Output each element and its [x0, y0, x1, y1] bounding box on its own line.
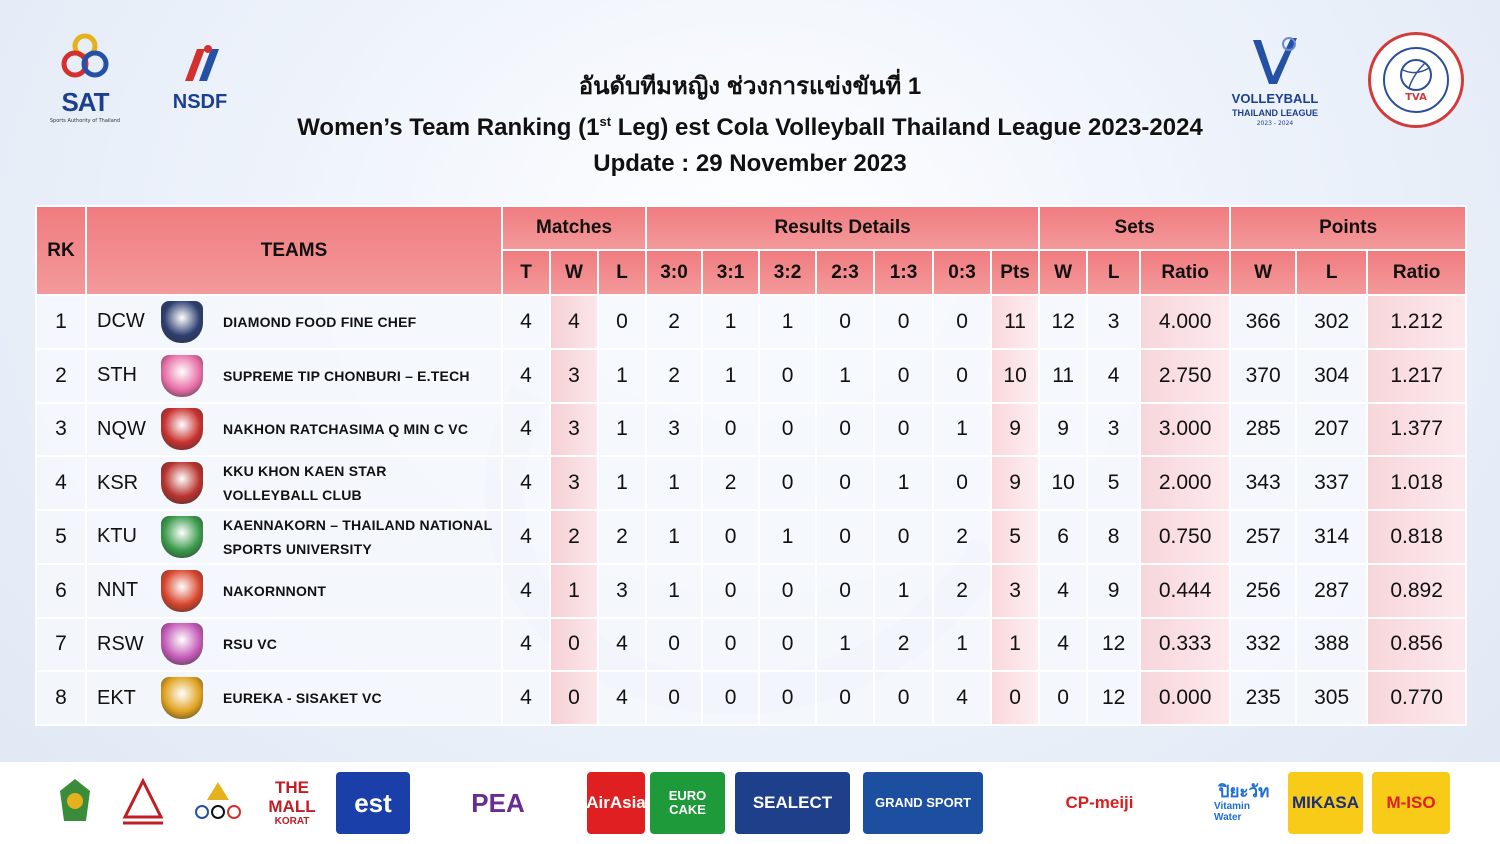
cell-w: 1 [550, 564, 598, 618]
cell-w: 0 [550, 671, 598, 725]
team-wrap [87, 511, 501, 563]
table-row [36, 618, 1466, 672]
emblem-icon [55, 772, 95, 834]
team-name-line1: RSU VC [223, 636, 278, 653]
nsdf-logo-text: NSDF [172, 91, 228, 113]
sponsor-label: M-ISO [1386, 792, 1436, 812]
team-abbr: NNT [97, 579, 139, 602]
cell-r13: 1 [874, 456, 933, 510]
sponsor-logo [336, 772, 410, 834]
cell-points-l: 304 [1296, 349, 1367, 403]
subheader-points-w: W [1230, 250, 1296, 295]
cell-l: 4 [598, 618, 646, 672]
team-name-line1: NAKORNNONT [223, 582, 327, 599]
team-name [223, 579, 326, 603]
title-english-prefix: Women’s Team Ranking (1 [297, 114, 600, 141]
subheader-3-0: 3:0 [646, 250, 702, 295]
cell-r30: 0 [646, 671, 702, 725]
team-cell [86, 295, 502, 349]
cell-r32: 0 [759, 618, 816, 672]
team-cell [86, 456, 502, 510]
cell-r23: 0 [816, 671, 874, 725]
cell-r31: 0 [702, 671, 759, 725]
sponsor-logo [1214, 772, 1274, 834]
cell-r31: 1 [702, 295, 759, 349]
sponsor-label-2: Vitamin Water [1214, 801, 1250, 824]
sponsor-logo [587, 772, 645, 834]
cell-sets-ratio: 0.000 [1140, 671, 1230, 725]
sat-logo-text: SAT [61, 86, 109, 117]
cell-r03: 0 [933, 349, 991, 403]
sponsor-bar [0, 762, 1500, 844]
cell-sets-w: 4 [1039, 618, 1087, 672]
cell-pts: 10 [991, 349, 1039, 403]
cell-r31: 1 [702, 349, 759, 403]
cell-sets-l: 8 [1087, 510, 1140, 564]
cell-sets-l: 5 [1087, 456, 1140, 510]
team-name-line2: SPORTS UNIVERSITY [223, 540, 372, 557]
cell-r13: 0 [874, 510, 933, 564]
team-abbr: RSW [97, 632, 144, 655]
team-name-line1: DIAMOND FOOD FINE CHEF [223, 313, 417, 330]
cell-r30: 2 [646, 295, 702, 349]
team-name [223, 632, 277, 656]
cell-points-w: 235 [1230, 671, 1296, 725]
rank-cell: 7 [36, 618, 86, 672]
crest-shield [161, 677, 203, 719]
team-crest-icon [157, 676, 207, 720]
crest-shield [161, 462, 203, 504]
cell-r23: 0 [816, 403, 874, 457]
cell-points-ratio: 1.212 [1367, 295, 1466, 349]
subheader-t: T [502, 250, 550, 295]
team-abbr: EKT [97, 686, 136, 709]
team-name [223, 686, 382, 710]
cell-points-l: 302 [1296, 295, 1367, 349]
crest-shield [161, 623, 203, 665]
cell-t: 4 [502, 295, 550, 349]
cell-pts: 11 [991, 295, 1039, 349]
vtl-logo-line2: THAILAND LEAGUE [1232, 107, 1318, 118]
cell-t: 4 [502, 456, 550, 510]
cell-w: 2 [550, 510, 598, 564]
sponsor-label: EURO CAKE [668, 787, 707, 817]
cell-w: 3 [550, 456, 598, 510]
sponsor-logo [1288, 772, 1363, 834]
cell-w: 3 [550, 349, 598, 403]
sponsor-label: PEA [471, 787, 525, 818]
table-row [36, 456, 1466, 510]
cell-r30: 1 [646, 564, 702, 618]
rank-cell: 2 [36, 349, 86, 403]
cell-r03: 2 [933, 564, 991, 618]
rank-cell: 5 [36, 510, 86, 564]
cell-points-ratio: 1.018 [1367, 456, 1466, 510]
team-name-line1: EUREKA - SISAKET VC [223, 690, 382, 707]
volleyball-thailand-league-logo [1210, 30, 1340, 130]
cell-points-l: 305 [1296, 671, 1367, 725]
cell-r03: 0 [933, 456, 991, 510]
cell-l: 3 [598, 564, 646, 618]
team-wrap [87, 565, 501, 617]
header-rk: RK [36, 206, 86, 295]
title-english-suffix: Leg) est Cola Volleyball Thailand League 2023-2024 [611, 114, 1203, 141]
cell-points-ratio: 0.892 [1367, 564, 1466, 618]
cell-r03: 4 [933, 671, 991, 725]
header-matches: Matches [502, 206, 646, 250]
subheader-3-2: 3:2 [759, 250, 816, 295]
cell-sets-w: 11 [1039, 349, 1087, 403]
cell-r32: 0 [759, 671, 816, 725]
team-name-line1: KAENNAKORN – THAILAND NATIONAL [223, 516, 493, 533]
rank-cell: 6 [36, 564, 86, 618]
cell-points-ratio: 0.770 [1367, 671, 1466, 725]
cell-points-w: 343 [1230, 456, 1296, 510]
sponsor-label: GRAND SPORT [874, 794, 972, 810]
tva-logo [1368, 32, 1464, 128]
cell-r30: 3 [646, 403, 702, 457]
nsdf-logo [160, 30, 240, 125]
sponsor-label-2: KORAT [274, 816, 310, 828]
crest-shield [161, 355, 203, 397]
cell-r13: 0 [874, 349, 933, 403]
header-sets: Sets [1039, 206, 1230, 250]
update-date: Update : 29 November 2023 [593, 150, 907, 177]
team-abbr: KTU [97, 525, 137, 548]
header-points: Points [1230, 206, 1466, 250]
cell-r32: 0 [759, 456, 816, 510]
cell-r31: 0 [702, 403, 759, 457]
sponsor-logo [1002, 772, 1197, 834]
table-row [36, 510, 1466, 564]
cell-t: 4 [502, 618, 550, 672]
cell-t: 4 [502, 564, 550, 618]
team-cell [86, 564, 502, 618]
cell-t: 4 [502, 510, 550, 564]
team-name-line2: VOLLEYBALL CLUB [223, 487, 362, 504]
cell-t: 4 [502, 403, 550, 457]
cell-points-w: 370 [1230, 349, 1296, 403]
vtl-logo-year: 2023 - 2024 [1256, 119, 1294, 127]
cell-l: 1 [598, 456, 646, 510]
sponsor-label: SEALECT [752, 792, 833, 812]
team-wrap [87, 296, 501, 348]
cell-sets-w: 0 [1039, 671, 1087, 725]
cell-pts: 1 [991, 618, 1039, 672]
subheader-1-3: 1:3 [874, 250, 933, 295]
sponsor-logo [863, 772, 983, 834]
cell-sets-l: 12 [1087, 618, 1140, 672]
table-row [36, 564, 1466, 618]
cell-points-w: 285 [1230, 403, 1296, 457]
cell-r32: 1 [759, 295, 816, 349]
cell-t: 4 [502, 671, 550, 725]
sponsor-label: est [354, 787, 392, 818]
sponsor-logo [1372, 772, 1450, 834]
team-cell [86, 671, 502, 725]
team-name-line1: SUPREME TIP CHONBURI – E.TECH [223, 367, 470, 384]
cell-pts: 9 [991, 456, 1039, 510]
cell-points-ratio: 0.818 [1367, 510, 1466, 564]
team-wrap [87, 457, 501, 509]
cell-points-l: 207 [1296, 403, 1367, 457]
team-cell [86, 349, 502, 403]
title-english-sup: st [599, 114, 612, 129]
subheader-2-3: 2:3 [816, 250, 874, 295]
team-wrap [87, 350, 501, 402]
cell-l: 1 [598, 349, 646, 403]
team-cell [86, 618, 502, 672]
crest-shield [161, 570, 203, 612]
team-cell [86, 510, 502, 564]
sat-emblem-icon [55, 32, 115, 87]
cell-r23: 0 [816, 456, 874, 510]
team-crest-icon [157, 461, 207, 505]
tva-emblem [1383, 47, 1449, 113]
cell-pts: 5 [991, 510, 1039, 564]
cell-r03: 0 [933, 295, 991, 349]
table-header-row-1 [36, 206, 1466, 250]
cell-l: 0 [598, 295, 646, 349]
sponsor-label: MIKASA [1291, 792, 1360, 812]
team-name [223, 513, 492, 561]
rank-cell: 4 [36, 456, 86, 510]
cell-r32: 1 [759, 510, 816, 564]
cell-r13: 2 [874, 618, 933, 672]
title-block [250, 70, 1250, 182]
cell-l: 2 [598, 510, 646, 564]
cell-sets-w: 4 [1039, 564, 1087, 618]
cell-r30: 1 [646, 456, 702, 510]
cell-r03: 1 [933, 403, 991, 457]
cell-r32: 0 [759, 403, 816, 457]
cell-sets-ratio: 0.444 [1140, 564, 1230, 618]
sponsor-logo [428, 772, 568, 834]
cell-pts: 9 [991, 403, 1039, 457]
team-name [223, 310, 416, 334]
cell-points-w: 257 [1230, 510, 1296, 564]
cell-l: 4 [598, 671, 646, 725]
subheader-pts: Pts [991, 250, 1039, 295]
sponsor-logo [735, 772, 850, 834]
team-crest-icon [157, 569, 207, 613]
cell-points-l: 337 [1296, 456, 1367, 510]
team-name [223, 364, 470, 388]
crest-shield [161, 516, 203, 558]
cell-sets-w: 10 [1039, 456, 1087, 510]
sponsor-label: CP-meiji [1065, 792, 1134, 812]
cell-points-l: 287 [1296, 564, 1367, 618]
ranking-table [35, 205, 1467, 726]
cell-sets-l: 12 [1087, 671, 1140, 725]
team-name-line1: NAKHON RATCHASIMA Q MIN C VC [223, 421, 469, 438]
cell-sets-ratio: 3.000 [1140, 403, 1230, 457]
cell-sets-l: 4 [1087, 349, 1140, 403]
cell-sets-ratio: 2.750 [1140, 349, 1230, 403]
cell-r13: 0 [874, 295, 933, 349]
temple-icon [115, 772, 170, 834]
nsdf-emblem-icon [175, 41, 225, 91]
subheader-l: L [598, 250, 646, 295]
table-row [36, 671, 1466, 725]
cell-sets-l: 3 [1087, 295, 1140, 349]
table-row [36, 295, 1466, 349]
page-header [0, 0, 1500, 200]
subheader-3-1: 3:1 [702, 250, 759, 295]
team-wrap [87, 404, 501, 456]
crest-shield [161, 408, 203, 450]
cell-r23: 0 [816, 510, 874, 564]
team-name-line1: KKU KHON KAEN STAR [223, 463, 387, 480]
title-english [250, 104, 1250, 146]
cell-r03: 2 [933, 510, 991, 564]
cell-w: 3 [550, 403, 598, 457]
cell-sets-l: 3 [1087, 403, 1140, 457]
cell-sets-ratio: 2.000 [1140, 456, 1230, 510]
header-results: Results Details [646, 206, 1039, 250]
cell-r03: 1 [933, 618, 991, 672]
team-crest-icon [157, 407, 207, 451]
table-row [36, 403, 1466, 457]
sponsor-label: ปิยะวัท [1218, 781, 1270, 801]
cell-r23: 0 [816, 564, 874, 618]
team-crest-icon [157, 354, 207, 398]
sat-logo-subtext: Sports Authority of Thailand [49, 117, 121, 124]
olympic-emblem-icon [188, 772, 248, 834]
team-cell [86, 403, 502, 457]
subheader-sets-ratio: Ratio [1140, 250, 1230, 295]
cell-r32: 0 [759, 564, 816, 618]
cell-points-ratio: 1.217 [1367, 349, 1466, 403]
sponsor-label: AirAsia [586, 792, 646, 812]
cell-r23: 0 [816, 295, 874, 349]
cell-points-ratio: 1.377 [1367, 403, 1466, 457]
team-crest-icon [157, 622, 207, 666]
vtl-logo-line1: VOLLEYBALL [1231, 90, 1319, 106]
cell-l: 1 [598, 403, 646, 457]
cell-sets-ratio: 0.750 [1140, 510, 1230, 564]
sponsor-logo [262, 772, 322, 834]
table-row [36, 349, 1466, 403]
sat-logo [40, 30, 130, 125]
cell-sets-ratio: 4.000 [1140, 295, 1230, 349]
sponsor-logo [650, 772, 725, 834]
cell-points-w: 366 [1230, 295, 1296, 349]
team-abbr: KSR [97, 471, 139, 494]
cell-r31: 0 [702, 564, 759, 618]
cell-sets-w: 9 [1039, 403, 1087, 457]
cell-t: 4 [502, 349, 550, 403]
rank-cell: 8 [36, 671, 86, 725]
subheader-points-l: L [1296, 250, 1367, 295]
team-name [223, 417, 468, 441]
cell-points-l: 314 [1296, 510, 1367, 564]
cell-points-ratio: 0.856 [1367, 618, 1466, 672]
cell-points-l: 388 [1296, 618, 1367, 672]
tva-logo-text: TVA [1405, 91, 1427, 103]
cell-sets-ratio: 0.333 [1140, 618, 1230, 672]
cell-r31: 2 [702, 456, 759, 510]
cell-w: 0 [550, 618, 598, 672]
vtl-v-icon [1245, 34, 1305, 92]
cell-pts: 0 [991, 671, 1039, 725]
cell-r30: 1 [646, 510, 702, 564]
volleyball-icon [1399, 58, 1433, 92]
cell-r13: 0 [874, 671, 933, 725]
subheader-0-3: 0:3 [933, 250, 991, 295]
team-abbr: NQW [97, 417, 146, 440]
rank-cell: 3 [36, 403, 86, 457]
cell-r31: 0 [702, 618, 759, 672]
sponsor-label: THE MALL [268, 777, 316, 816]
subheader-sets-l: L [1087, 250, 1140, 295]
header-teams: TEAMS [86, 206, 502, 295]
ranking-table-body [36, 295, 1466, 725]
team-abbr: STH [97, 364, 137, 387]
cell-points-w: 332 [1230, 618, 1296, 672]
cell-r13: 0 [874, 403, 933, 457]
team-name [223, 459, 387, 507]
cell-r32: 0 [759, 349, 816, 403]
cell-sets-w: 12 [1039, 295, 1087, 349]
subheader-w: W [550, 250, 598, 295]
cell-points-w: 256 [1230, 564, 1296, 618]
cell-r23: 1 [816, 349, 874, 403]
cell-w: 4 [550, 295, 598, 349]
title-thai: อันดับทีมหญิง ช่วงการแข่งขันที่ 1 [578, 73, 922, 100]
team-crest-icon [157, 515, 207, 559]
team-wrap [87, 619, 501, 671]
subheader-sets-w: W [1039, 250, 1087, 295]
cell-sets-l: 9 [1087, 564, 1140, 618]
crest-shield [161, 301, 203, 343]
subheader-points-ratio: Ratio [1367, 250, 1466, 295]
cell-r23: 1 [816, 618, 874, 672]
team-crest-icon [157, 300, 207, 344]
cell-r30: 2 [646, 349, 702, 403]
cell-r30: 0 [646, 618, 702, 672]
team-abbr: DCW [97, 310, 145, 333]
cell-r13: 1 [874, 564, 933, 618]
cell-r31: 0 [702, 510, 759, 564]
cell-pts: 3 [991, 564, 1039, 618]
team-wrap [87, 672, 501, 724]
cell-sets-w: 6 [1039, 510, 1087, 564]
rank-cell: 1 [36, 295, 86, 349]
